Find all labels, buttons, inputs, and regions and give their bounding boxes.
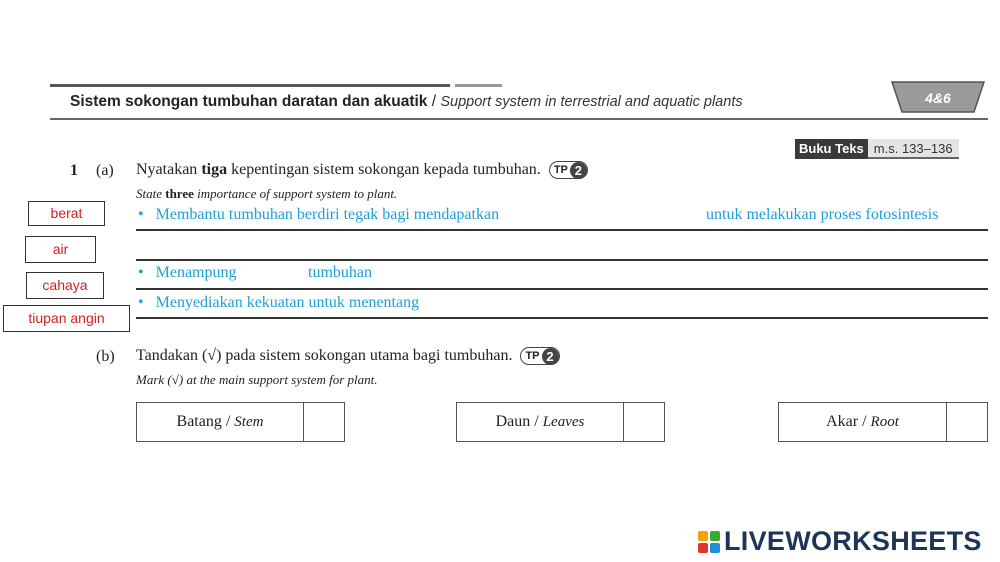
- tp-level: 2: [542, 348, 559, 365]
- answer-option-berat[interactable]: berat: [28, 201, 105, 226]
- form-badge: [888, 76, 988, 116]
- answer-3-text-start: Menyediakan kekuatan untuk menentang: [155, 294, 420, 311]
- section-title-english: Support system in terrestrial and aquatic plants: [440, 94, 743, 110]
- answer-rule-1: [136, 229, 988, 231]
- liveworksheets-logo: [698, 526, 982, 557]
- answer-rule-3: [136, 288, 988, 290]
- logo-tile: [698, 543, 708, 553]
- answer-2-text-end: tumbuhan: [308, 264, 372, 281]
- answer-rule-2: [136, 259, 988, 261]
- part-a-text-post: kepentingan sistem sokongan kepada tumbuhan.: [227, 161, 541, 178]
- logo-tile: [698, 531, 708, 541]
- choice-stem: [136, 402, 345, 442]
- tp-label: TP: [553, 164, 568, 177]
- bullet: •: [138, 206, 144, 223]
- answer-2-text-start: Menampung: [155, 264, 237, 281]
- answer-option-cahaya[interactable]: cahaya: [26, 272, 104, 299]
- part-b-translation: Mark (√) at the main support system for plant.: [136, 372, 378, 387]
- part-b-label: (b): [96, 348, 115, 365]
- choice-root-checkbox[interactable]: [947, 403, 987, 441]
- separator: /: [221, 413, 235, 430]
- textbook-label: Buku Teks: [795, 139, 868, 159]
- textbook-reference: [795, 139, 959, 159]
- part-a-trans-pre: State: [136, 186, 166, 201]
- part-a-label: (a): [96, 162, 114, 179]
- choice-stem-malay: Batang: [176, 413, 222, 430]
- top-rule-tab: [455, 84, 502, 87]
- part-b-text: Tandakan (√) pada sistem sokongan utama bagi tumbuhan.: [136, 347, 513, 364]
- answer-line-2: [138, 264, 236, 282]
- part-a-trans-bold: three: [165, 186, 194, 201]
- question-number: 1: [70, 162, 78, 179]
- tp-badge: [549, 161, 588, 179]
- choice-root-label: [779, 403, 947, 441]
- choice-root: [778, 402, 988, 442]
- choice-leaves-label: [457, 403, 624, 441]
- section-title: [70, 93, 743, 111]
- part-a-question: [136, 161, 588, 179]
- tp-label: TP: [525, 350, 540, 363]
- badge-text: 4&6: [925, 90, 951, 106]
- choice-root-malay: Akar: [826, 413, 859, 430]
- choice-stem-checkbox[interactable]: [304, 403, 344, 441]
- choice-stem-label: [137, 403, 304, 441]
- logo-text: LIVEWORKSHEETS: [724, 526, 982, 556]
- answer-1-text-start: Membantu tumbuhan berdiri tegak bagi mendapatkan: [155, 206, 500, 223]
- answer-line-3: [138, 294, 419, 312]
- answer-option-air[interactable]: air: [25, 236, 96, 263]
- title-separator: /: [427, 93, 441, 110]
- answer-1-text-end: untuk melakukan proses fotosintesis: [706, 206, 939, 223]
- answer-rule-4: [136, 317, 988, 319]
- bullet: •: [138, 264, 144, 281]
- separator: /: [858, 413, 871, 430]
- choice-root-english: Root: [870, 413, 899, 430]
- choice-stem-english: Stem: [234, 413, 264, 430]
- tp-badge: [520, 347, 559, 365]
- choice-leaves-checkbox[interactable]: [624, 403, 664, 441]
- bullet: •: [138, 294, 144, 311]
- separator: /: [530, 413, 543, 430]
- choice-leaves-english: Leaves: [542, 413, 585, 430]
- part-a-trans-post: importance of support system to plant.: [193, 186, 398, 201]
- logo-tile: [710, 531, 720, 541]
- logo-icon: [698, 531, 720, 553]
- section-title-malay: Sistem sokongan tumbuhan daratan dan akuatik: [70, 93, 428, 110]
- top-rule: [50, 84, 450, 87]
- choice-leaves-malay: Daun: [495, 413, 531, 430]
- part-a-text-bold: tiga: [201, 161, 228, 178]
- textbook-pages: m.s. 133–136: [868, 139, 959, 159]
- heading-rule: [50, 118, 988, 120]
- part-b-question: [136, 347, 560, 365]
- answer-line-1: [138, 206, 499, 224]
- logo-tile: [710, 543, 720, 553]
- tp-level: 2: [570, 162, 587, 179]
- choice-leaves: [456, 402, 665, 442]
- part-a-text-pre: Nyatakan: [136, 161, 202, 178]
- part-a-translation: [136, 186, 397, 202]
- answer-option-tiupan-angin[interactable]: tiupan angin: [3, 305, 130, 332]
